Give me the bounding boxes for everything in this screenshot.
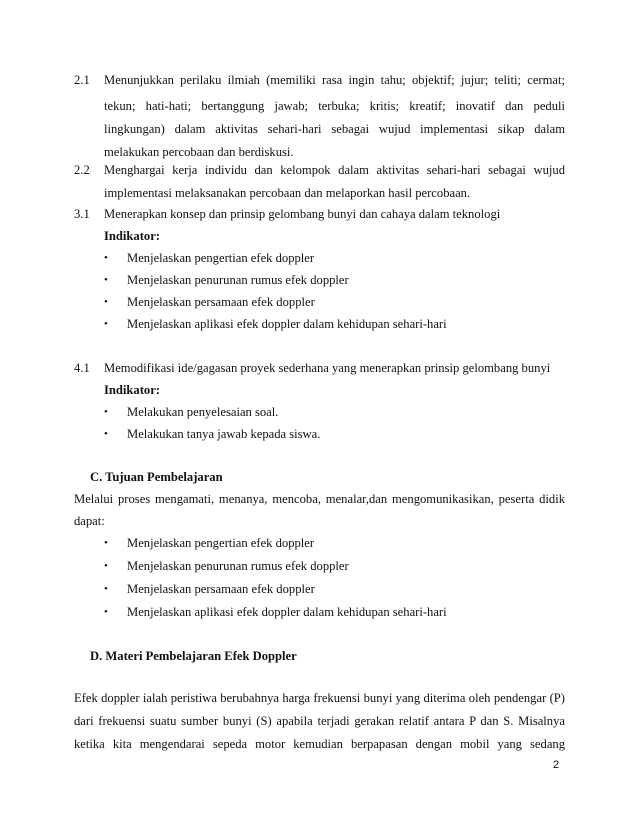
item-number-3-1: 3.1 [74, 207, 90, 221]
bullet-marker: • [104, 537, 108, 549]
list-item: Melakukan tanya jawab kepada siswa. [127, 427, 321, 441]
item-3-1-line-1: Menerapkan konsep dan prinsip gelombang bunyi dan cahaya dalam teknologi [104, 207, 501, 221]
section-c-heading: C. Tujuan Pembelajaran [90, 470, 223, 484]
page-number: 2 [553, 759, 560, 771]
bullet-marker: • [104, 583, 108, 595]
list-item: Menjelaskan persamaan efek doppler [127, 582, 315, 596]
section-d-line-1: Efek doppler ialah peristiwa berubahnya harga frekuensi bunyi yang diterima oleh pendengar (P) [74, 691, 565, 705]
bullet-marker: • [104, 428, 108, 440]
list-item: Menjelaskan penurunan rumus efek doppler [127, 559, 349, 573]
section-c-line-2: dapat: [74, 514, 105, 528]
indicator-label: Indikator: [104, 229, 160, 243]
item-number-4-1: 4.1 [74, 361, 90, 375]
bullet-marker: • [104, 252, 108, 264]
bullet-marker: • [104, 560, 108, 572]
item-2-1-line-3: lingkungan) dalam aktivitas sehari-hari sebagai wujud implementasi sikap dalam [104, 122, 565, 136]
list-item: Menjelaskan aplikasi efek doppler dalam kehidupan sehari-hari [127, 605, 447, 619]
list-item: Menjelaskan pengertian efek doppler [127, 536, 315, 550]
list-item: Menjelaskan penurunan rumus efek doppler [127, 273, 349, 287]
bullet-marker: • [104, 274, 108, 286]
bullet-marker: • [104, 296, 108, 308]
bullet-marker: • [104, 318, 108, 330]
item-4-1-line-1: Memodifikasi ide/gagasan proyek sederhana yang menerapkan prinsip gelombang bunyi [104, 361, 551, 375]
section-d-line-2: dari frekuensi suatu sumber bunyi (S) apabila terjadi gerakan relatif antara P dan S. Misalnya [74, 714, 565, 728]
section-c-line-1: Melalui proses mengamati, menanya, mencoba, menalar,dan mengomunikasikan, peserta didik [74, 492, 565, 506]
item-2-2-line-1: Menghargai kerja individu dan kelompok dalam aktivitas sehari-hari sebagai wujud [104, 163, 565, 177]
bullet-marker: • [104, 606, 108, 618]
section-d-line-3: ketika kita mengendarai sepeda motor kemudian berpapasan dengan mobil yang sedang [74, 737, 565, 751]
list-item: Melakukan penyelesaian soal. [127, 405, 279, 419]
item-2-1-line-4: melakukan percobaan dan berdiskusi. [104, 145, 294, 159]
list-item: Menjelaskan persamaan efek doppler [127, 295, 315, 309]
list-item: Menjelaskan pengertian efek doppler [127, 251, 315, 265]
item-2-2-line-2: implementasi melaksanakan percobaan dan melaporkan hasil percobaan. [104, 186, 471, 200]
indicator-label: Indikator: [104, 383, 160, 397]
item-number-2-1: 2.1 [74, 73, 90, 87]
item-2-1-line-1: Menunjukkan perilaku ilmiah (memiliki rasa ingin tahu; objektif; jujur; teliti; cermat; [104, 73, 565, 87]
bullet-marker: • [104, 406, 108, 418]
list-item: Menjelaskan aplikasi efek doppler dalam kehidupan sehari-hari [127, 317, 447, 331]
section-d-heading: D. Materi Pembelajaran Efek Doppler [90, 649, 297, 663]
item-number-2-2: 2.2 [74, 163, 90, 177]
item-2-1-line-2: tekun; hati-hati; bertanggung jawab; terbuka; kritis; kreatif; inovatif dan peduli [104, 99, 565, 113]
